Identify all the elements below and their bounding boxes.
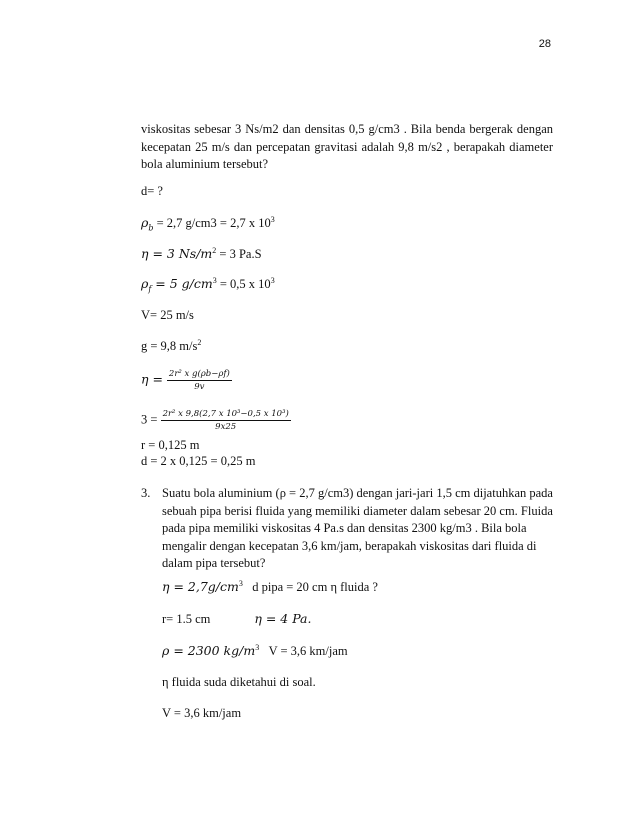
g-exponent: 2 (197, 337, 202, 347)
formula-numerator: 2r² x g(ρb−ρf) (168, 369, 230, 379)
rho-b-subscript: b (148, 223, 154, 233)
rho-symbol: ρ (141, 215, 149, 230)
given-g (141, 339, 201, 354)
line1-rest: d pipa = 20 cm η fluida ? (252, 580, 378, 594)
problem-3-v: V = 3,6 km/jam (162, 706, 242, 720)
rho-f-subscript: f (148, 284, 152, 294)
problem-3-line-2 (162, 611, 311, 627)
problem-3-line-1 (162, 579, 378, 595)
rho-f-exponent: 3 (270, 275, 275, 285)
substitution-denominator: 9x25 (215, 422, 237, 432)
eta-value: = 3 Pa.S (216, 247, 262, 261)
rho-f-value: = 0,5 x 10 (216, 277, 271, 291)
substitution-numerator: 2r² x 9,8(2,7 x 10³−0,5 x 10³) (162, 409, 289, 419)
line1-math: η = 2,7g/cm (162, 579, 239, 594)
given-rho-f (141, 276, 275, 292)
problem-3-text: Suatu bola aluminium (ρ = 2,7 g/cm3) dengan jari-jari 1,5 cm dijatuhkan pada sebuah pipa berisi fluida yang memiliki diameter dalam sebesar 20 cm. Fluida pada pipa memiliki viskositas 4 Pa.s dan densitas 2300 kg/m3 . Bila bola mengalir dengan kecepatan 3,6 km/jam, berapakah viskositas dari fluida di dalam pipa tersebut? (162, 486, 553, 570)
line2-r: r= 1.5 cm (162, 612, 211, 626)
substitution-line (141, 409, 291, 432)
line3-rest: V = 3,6 km/jam (268, 644, 348, 658)
g-value: g = 9,8 m/s (141, 339, 198, 353)
rho-b-exponent: 3 (270, 214, 275, 224)
substitution-lhs: 3 = (141, 412, 161, 427)
rho-f-mid-exponent: 3 (212, 275, 217, 285)
line1-exponent: 3 (238, 578, 243, 588)
rho-f-symbol: ρ (141, 276, 149, 291)
formula-lhs: η = (141, 371, 167, 387)
given-eta (141, 246, 262, 262)
formula-fraction (167, 369, 232, 392)
intro-paragraph: viskositas sebesar 3 Ns/m2 dan densitas 0,5 g/cm3 . Bila benda bergerak dengan kecepatan 25 m/s dan percepatan gravitasi adalah 9,8 m/s2 , berapakah diameter bola aluminium tersebut? (141, 122, 553, 171)
result-d: d = 2 x 0,125 = 0,25 m (141, 454, 256, 468)
line2-math: η = 4 Pa. (254, 611, 312, 626)
eta-exponent: 2 (212, 245, 217, 255)
eta-expression: η = 3 Ns/m (141, 246, 213, 261)
substitution-fraction (161, 409, 291, 432)
page-number: 28 (538, 38, 551, 50)
problem-3-number: 3. (141, 486, 151, 500)
problem-3-line-3 (162, 643, 348, 659)
given-rho-b (141, 215, 275, 231)
problem-3-note: η fluida suda diketahui di soal. (162, 675, 316, 689)
rho-b-value: = 2,7 g/cm3 = 2,7 x 10 (153, 216, 271, 230)
line3-exponent: 3 (255, 642, 260, 652)
rho-f-mid: = 5 g/cm (151, 276, 213, 291)
given-d: d= ? (141, 184, 163, 198)
line3-math: ρ = 2300 kg/m (162, 643, 256, 658)
formula-denominator: 9v (194, 382, 205, 392)
given-v: V= 25 m/s (141, 308, 194, 322)
formula-line (141, 369, 232, 392)
result-r: r = 0,125 m (141, 438, 200, 452)
